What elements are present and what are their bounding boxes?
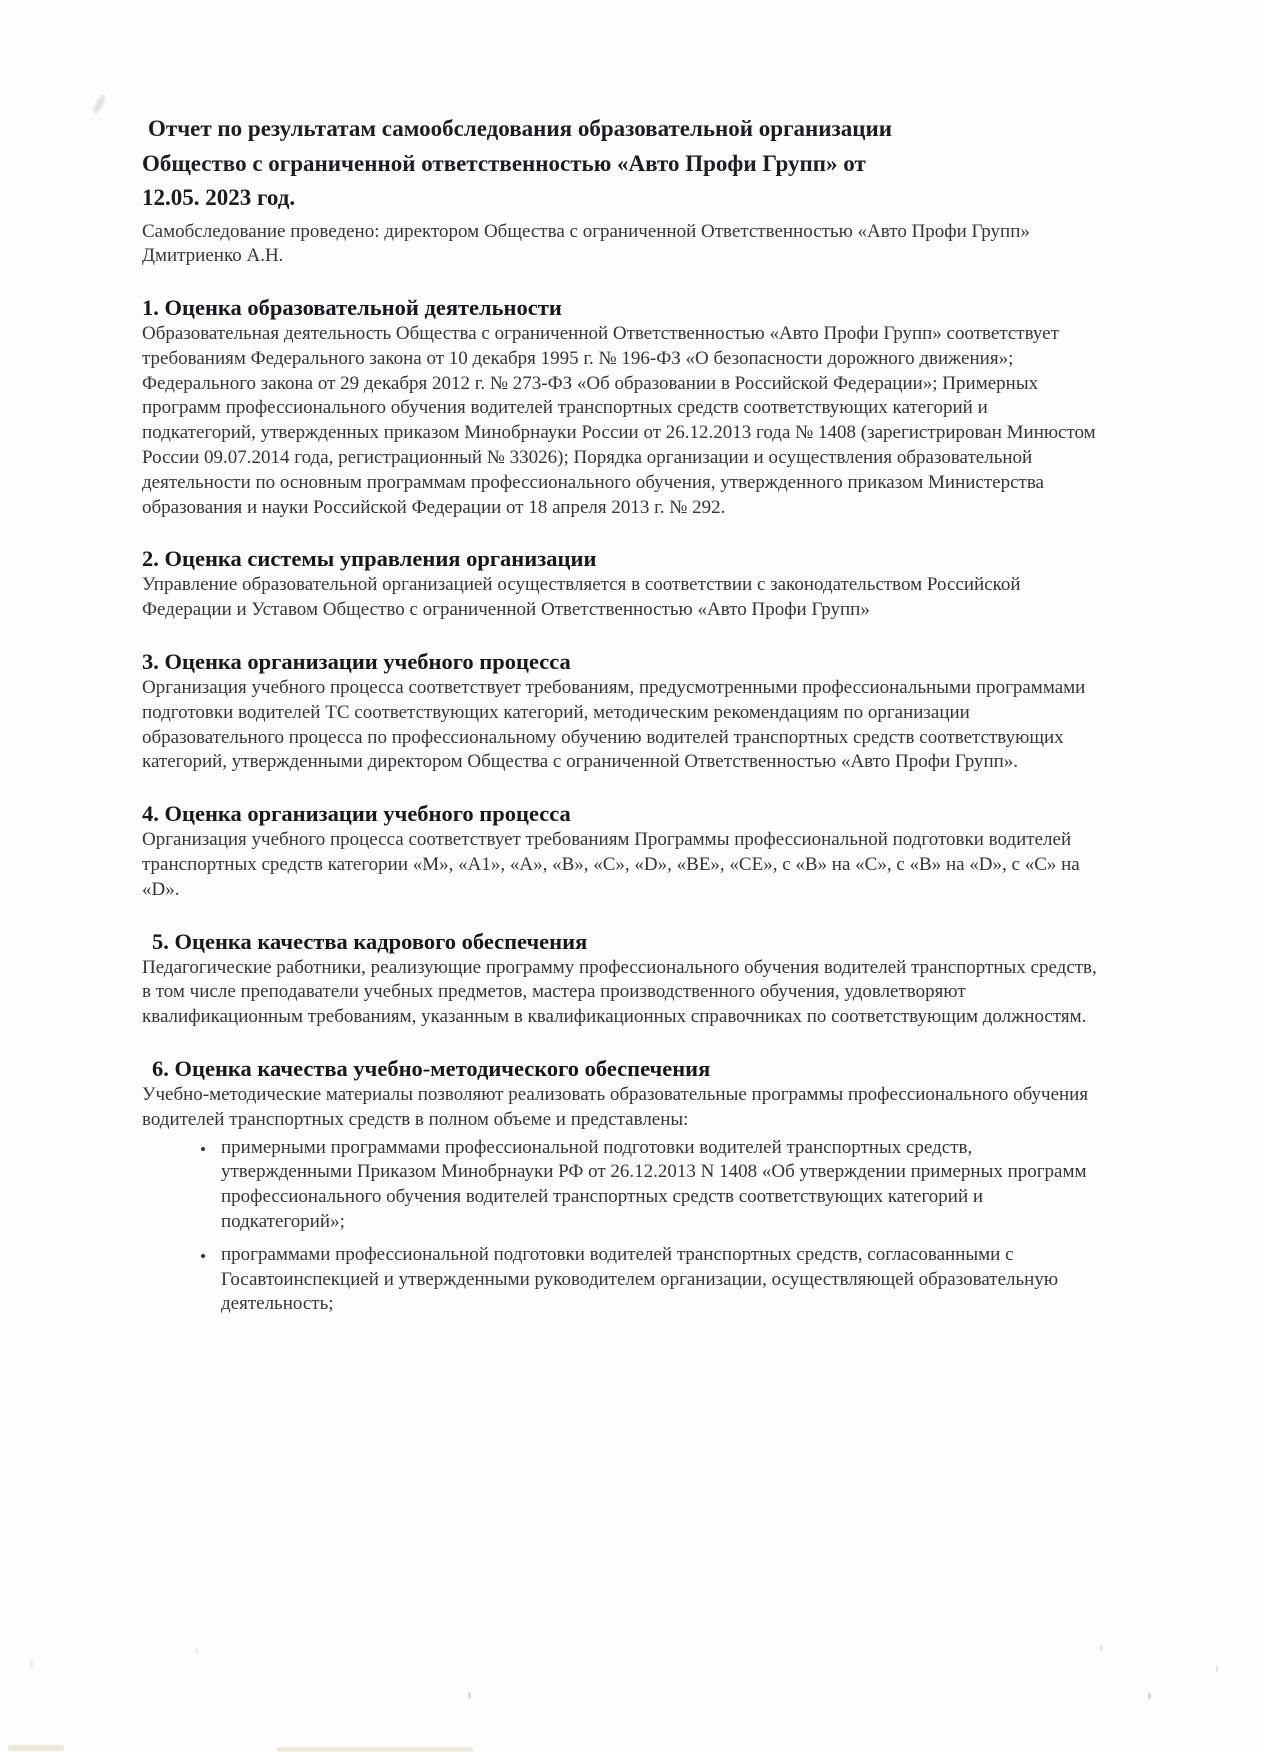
section-2-management-system bbox=[142, 545, 1100, 623]
section-3-heading: 3. Оценка организации учебного процесса bbox=[142, 649, 571, 675]
scan-artifact-speck bbox=[468, 1692, 471, 1699]
document-content bbox=[142, 112, 1100, 1325]
scan-artifact-speck bbox=[1100, 1645, 1103, 1651]
section-6-bullet-list bbox=[142, 1136, 1100, 1318]
scan-artifact-smudge bbox=[92, 94, 108, 115]
section-4-body: Организация учебного процесса соответствует требованиям Программы профессиональной подготовки водителей транспортных средств категории «М», «А1», «А», «В», «С», «D», «ВЕ», «СЕ», с «В» на «С», с «В» на «D», с «С» на «D». bbox=[142, 829, 1080, 900]
section-1-heading: 1. Оценка образовательной деятельности bbox=[142, 295, 562, 321]
section-3-educational-process bbox=[142, 648, 1100, 775]
section-3-body: Организация учебного процесса соответствует требованиям, предусмотренными профессиональными программами подготовки водителей ТС соответствующих категорий, методическим рекомендациям по организации образовательного процесса по профессиональному обучению водителей транспортных средств соответствующих категорий, утвержденными директором Общества с ограниченной Ответственностью «Авто Профи Групп». bbox=[142, 677, 1086, 773]
section-6-body: Учебно-методические материалы позволяют реализовать образовательные программы профессионального обучения водителей транспортных средств в полном объеме и представлены: bbox=[142, 1084, 1089, 1130]
bullet-item-1: • примерными программами профессиональной подготовки водителей транспортных средств, утвержденными Приказом Минобрнауки РФ от 26.12.2013 N 1408 «Об утверждении примерных программ профессионального обучения водителей транспортных средств соответствующих категорий и подкатегорий»; bbox=[216, 1136, 1100, 1235]
report-title-line-2: Общество с ограниченной ответственностью «Авто Профи Групп» от bbox=[142, 150, 866, 176]
section-1-body: Образовательная деятельность Общества с ограниченной Ответственностью «Авто Профи Групп» соответствует требованиям Федерального закона от 10 декабря 1995 г. № 196-ФЗ «О безопасности дорожного движения»; Федерального закона от 29 декабря 2012 г. № 273-ФЗ «Об образовании в Российской Федерации»; Примерных программ профессионального обучения водителей транспортных средств соответствующих категорий и подкатегорий, утвержденных приказом Минобрнауки России от 26.12.2013 года № 1408 (зарегистрирован Минюстом России 09.07.2014 года, регистрационный № 33026); Порядка организации и осуществления образовательной деятельности по основным программам профессионального обучения, утвержденного приказом Министерства образования и науки Российской Федерации от 18 апреля 2013 г. № 292. bbox=[142, 323, 1096, 518]
section-1-educational-activity bbox=[142, 294, 1100, 520]
scan-artifact-speck bbox=[196, 1648, 198, 1654]
scan-artifact-edge-strip bbox=[277, 1747, 473, 1752]
section-4-educational-process bbox=[142, 800, 1100, 902]
section-2-body: Управление образовательной организацией осуществляется в соответствии с законодательством Российской Федерации и Уставом Общество с ограниченной Ответственностью «Авто Профи Групп» bbox=[142, 574, 1021, 621]
report-title-line-1: Отчет по результатам самообследования образовательной организации bbox=[148, 116, 893, 141]
section-4-heading: 4. Оценка организации учебного процесса bbox=[142, 801, 571, 827]
section-2-heading: 2. Оценка системы управления организации bbox=[142, 546, 597, 572]
scan-artifact-speck bbox=[30, 1660, 33, 1668]
section-6-methodical-support bbox=[142, 1055, 1100, 1317]
report-title-line-3: 12.05. 2023 год. bbox=[142, 185, 296, 210]
section-5-staff-quality bbox=[142, 928, 1100, 1030]
scan-artifact-edge-strip bbox=[8, 1745, 64, 1751]
report-intro: Самобследование проведено: директором Общества с ограниченной Ответственностью «Авто Профи Групп» Дмитриенко А.Н. bbox=[142, 220, 1030, 267]
sections bbox=[142, 294, 1100, 1317]
scan-artifact-speck bbox=[1148, 1693, 1151, 1699]
report-title bbox=[142, 112, 1100, 216]
section-6-heading: 6. Оценка качества учебно-методического обеспечения bbox=[152, 1056, 711, 1082]
section-5-body: Педагогические работники, реализующие программу профессионального обучения водителей транспортных средств, в том числе преподаватели учебных предметов, мастера производственного обучения, удовлетворяют квалификационным требованиям, указанным в квалификационных справочниках по соответствующим должностям. bbox=[142, 956, 1097, 1028]
scan-artifact-speck bbox=[1216, 1666, 1218, 1672]
section-5-heading: 5. Оценка качества кадрового обеспечения bbox=[152, 928, 588, 954]
bullet-item-2: • программами профессиональной подготовки водителей транспортных средств, согласованными с Госавтоинспекцией и утвержденными руководителем организации, осуществляющей образовательную деятельность; bbox=[216, 1243, 1100, 1317]
